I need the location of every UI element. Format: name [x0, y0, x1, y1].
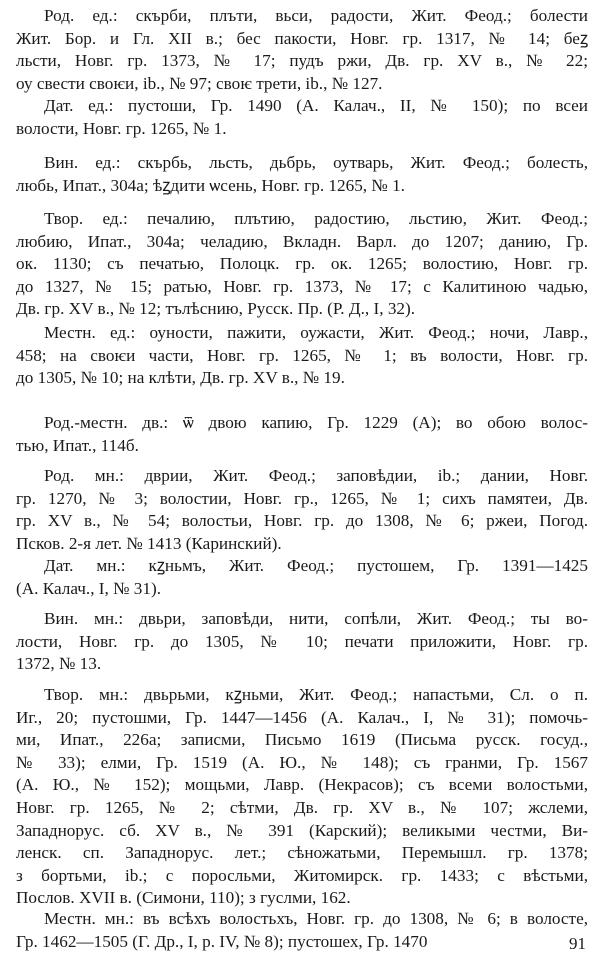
text-line: Местн. ед.: оуности, пажити, оужасти, Жит. Феод.; ночи, Лавр.,	[44, 323, 588, 342]
text-line: Гр. 1462—1505 (Г. Др., I, р. IV, № 8); пустошех, Гр. 1470	[16, 931, 428, 951]
text-line: любию, Ипат., 304а; челадию, Вкладн. Варл. до 1207; данию, Гр.	[16, 231, 588, 251]
paragraph	[16, 208, 588, 321]
text-line: Твор. ед.: печалию, плътию, радостию, льстию, Жит. Феод.;	[44, 209, 588, 228]
text-line: ок. 1130; съ печатью, Полоцк. гр. ок. 1265; волостию, Новг. гр.	[16, 254, 588, 274]
text-line: Дат. ед.: пустоши, Гр. 1490 (А. Калач., II, № 150); по всеи	[44, 96, 588, 115]
paragraph	[16, 555, 588, 600]
text-line: тью, Ипат., 114б.	[16, 435, 139, 455]
paragraph	[16, 465, 588, 555]
text-line: Род. ед.: скърби, плъти, вьси, радости, Жит. Феод.; болести	[44, 6, 588, 25]
paragraph	[16, 684, 588, 910]
text-line: Новг. гр. 1265, № 2; сѣтми, Дв. гр. XV в., № 107; жслеми,	[16, 797, 588, 817]
text-line: ми, Ипат., 226а; записми, Письмо 1619 (Письма русск. госуд.,	[16, 730, 588, 750]
text-line: гр. 1270, № 3; волостии, Новг. гр., 1265, № 1; сихъ памятеи, Дв.	[16, 488, 588, 508]
text-line: гр. XV в., № 54; волостьи, Новг. гр. до 1308, № 6; ржеи, Погод.	[16, 511, 588, 531]
text-line: Род.-местн. дв.: ѿ двою капию, Гр. 1229 (А); во обою волос-	[44, 413, 588, 432]
text-line: Вин. ед.: скърбь, льсть, дьбрь, оутварь, Жит. Феод.; болесть,	[44, 153, 588, 172]
page-number: 91	[569, 934, 586, 953]
text-line: Иг., 20; пустошми, Гр. 1447—1456 (А. Калач., I, № 31); помочь-	[16, 707, 588, 727]
paragraph	[16, 412, 588, 457]
text-line: Вин. мн.: двьри, заповѣди, нити, сопѣли, Жит. Феод.; ты во-	[44, 609, 588, 628]
paragraph	[16, 5, 588, 95]
text-line: оу свести своѥи, ib., № 97; своѥ трети, ib., № 127.	[16, 73, 383, 93]
text-line: Твор. мн.: двьрьми, кꙁньми, Жит. Феод.; напастьми, Сл. о п.	[44, 685, 588, 704]
paragraph	[16, 152, 588, 197]
text-line: Дат. мн.: кꙁньмъ, Жит. Феод.; пустошем, Гр. 1391—1425	[44, 556, 588, 575]
text-line: (А. Калач., I, № 31).	[16, 578, 162, 598]
text-line: 1372, № 13.	[16, 654, 102, 674]
text-line: Западнорус. сб. XV в., № 391 (Карский); великыми честми, Ви-	[16, 820, 588, 840]
text-line: Род. мн.: дврии, Жит. Феод.; заповѣдии, ib.; дании, Новг.	[44, 466, 588, 485]
text-line: лости, Новг. гр. до 1305, № 10; печати приложити, Новг. гр.	[16, 631, 588, 651]
paragraph	[16, 322, 588, 390]
text-line: ленск. сп. Западнорус. лет.; сѣножатьми, Перемышл. гр. 1378;	[16, 843, 588, 863]
text-line: любь, Ипат., 304а; ѣꙁдити ѡсень, Новг. гр. 1265, № 1.	[16, 175, 405, 195]
text-line: Псков. 2-я лет. № 1413 (Каринский).	[16, 533, 282, 553]
text-line: льсти, Новг. гр. 1373, № 17; пудъ ржи, Дв. гр. XV в., № 22;	[16, 51, 588, 71]
paragraph	[16, 95, 588, 140]
text-line: (А. Ю., № 152); мощьми, Лавр. (Некрасов); съ всеми волостьми,	[16, 775, 588, 795]
text-line: 458; на своѥи части, Новг. гр. 1265, № 1; въ волости, Новг. гр.	[16, 345, 588, 365]
text-line: з бортьми, ib.; с поросльми, Житомирск. гр. 1433; с вѣстьми,	[16, 865, 588, 885]
text-line: до 1305, № 10; на клѣти, Дв. гр. XV в., № 19.	[16, 368, 345, 388]
text-line: до 1327, № 15; ратью, Новг. гр. 1373, № 17; с Калитиною чадью,	[16, 276, 588, 296]
paragraph	[16, 908, 588, 953]
text-line: Местн. мн.: въ всѣхъ волостьхъ, Новг. гр. до 1308, № 6; в волосте,	[44, 909, 588, 928]
text-line: Послов. XVII в. (Симони, 110); з гуслми, 162.	[16, 888, 351, 908]
text-line: волости, Новг. гр. 1265, № 1.	[16, 118, 227, 138]
text-line: Жит. Бор. и Гл. XII в.; бес пакости, Новг. гр. 1317, № 14; беꙁ	[16, 28, 588, 48]
text-line: Дв. гр. XV в., № 12; тълѣснию, Русск. Пр. (Р. Д., I, 32).	[16, 299, 416, 319]
text-line: № 33); елми, Гр. 1519 (А. Ю., № 148); съ гранми, Гр. 1567	[16, 752, 588, 772]
paragraph	[16, 608, 588, 676]
